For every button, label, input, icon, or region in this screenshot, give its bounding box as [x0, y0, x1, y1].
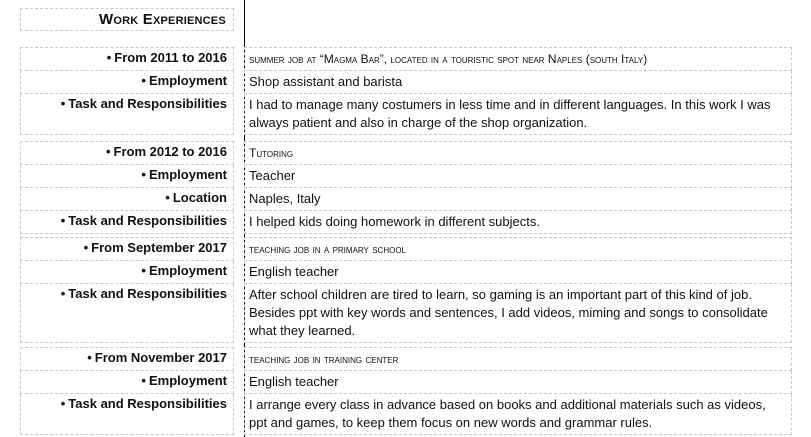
employment-label: Employment: [148, 263, 227, 278]
entry-row: [20, 347, 792, 371]
employment-value: Teacher: [244, 165, 792, 188]
row-label: [20, 165, 234, 188]
entry-row: [20, 71, 792, 94]
employment-value: English teacher: [244, 371, 792, 394]
section-title: Work Experiences: [20, 8, 234, 31]
job-title: Tutoring: [244, 141, 792, 165]
experience-entry: [20, 347, 792, 435]
employment-value: English teacher: [244, 261, 792, 284]
entry-row: [20, 211, 792, 234]
bullet: •: [60, 213, 66, 228]
entry-row: [20, 94, 792, 135]
row-label: [20, 347, 234, 371]
experience-entry: [20, 47, 792, 135]
entry-row: [20, 47, 792, 71]
bullet: •: [60, 96, 66, 111]
bullet: •: [83, 240, 89, 255]
bullet: •: [141, 373, 146, 388]
bullet: •: [141, 167, 146, 182]
employment-label: Employment: [148, 167, 227, 182]
row-label: [20, 188, 234, 211]
bullet: •: [165, 190, 170, 205]
row-label: [20, 237, 234, 261]
experience-entry: [20, 237, 792, 343]
tasks-label: Task and Responsibilities: [68, 96, 227, 111]
bullet: •: [60, 396, 66, 411]
tasks-label: Task and Responsibilities: [68, 286, 227, 301]
entry-row: [20, 188, 792, 211]
tasks-value: After school children are tired to learn, so gaming is an important part of this kind of job. Besides ppt with key words and sentences, I add videos, miming and songs to consolidate what they learned.: [244, 284, 792, 343]
bullet: •: [141, 263, 146, 278]
job-title: teaching job in a primary school: [244, 237, 792, 261]
job-title: summer job at “Magma Bar”, located in a touristic spot near Naples (south Italy): [244, 47, 792, 71]
row-label: [20, 71, 234, 94]
entry-row: [20, 371, 792, 394]
date-label: From 2011 to 2016: [114, 50, 227, 65]
row-label: [20, 261, 234, 284]
location-label: Location: [172, 190, 227, 205]
bullet: •: [106, 50, 112, 65]
row-label: [20, 47, 234, 71]
bullet: •: [105, 144, 111, 159]
entry-row: [20, 261, 792, 284]
entry-row: [20, 394, 792, 435]
employment-value: Shop assistant and barista: [244, 71, 792, 94]
date-label: From 2012 to 2016: [113, 144, 227, 159]
entry-row: [20, 165, 792, 188]
tasks-label: Task and Responsibilities: [68, 213, 227, 228]
employment-label: Employment: [148, 73, 227, 88]
entry-row: [20, 237, 792, 261]
tasks-value: I had to manage many costumers in less time and in different languages. In this work I was always patient and also in charge of the shop organization.: [244, 94, 792, 135]
experience-entry: [20, 141, 792, 234]
bullet: •: [60, 286, 66, 301]
date-label: From November 2017: [94, 350, 227, 365]
row-label: [20, 211, 234, 234]
job-title: teaching job in training center: [244, 347, 792, 371]
entry-row: [20, 141, 792, 165]
tasks-value: I helped kids doing homework in different subjects.: [244, 211, 792, 234]
location-value: Naples, Italy: [244, 188, 792, 211]
row-label: [20, 141, 234, 165]
bullet: •: [141, 73, 146, 88]
tasks-value: I arrange every class in advance based on books and additional materials such as videos, ppt and games, to keep them focus on new words and grammar rules.: [244, 394, 792, 435]
entry-row: [20, 284, 792, 343]
employment-label: Employment: [148, 373, 227, 388]
row-label: [20, 371, 234, 394]
date-label: From September 2017: [91, 240, 227, 255]
row-label: [20, 394, 234, 435]
bullet: •: [87, 350, 92, 365]
row-label: [20, 94, 234, 135]
tasks-label: Task and Responsibilities: [68, 396, 227, 411]
row-label: [20, 284, 234, 343]
